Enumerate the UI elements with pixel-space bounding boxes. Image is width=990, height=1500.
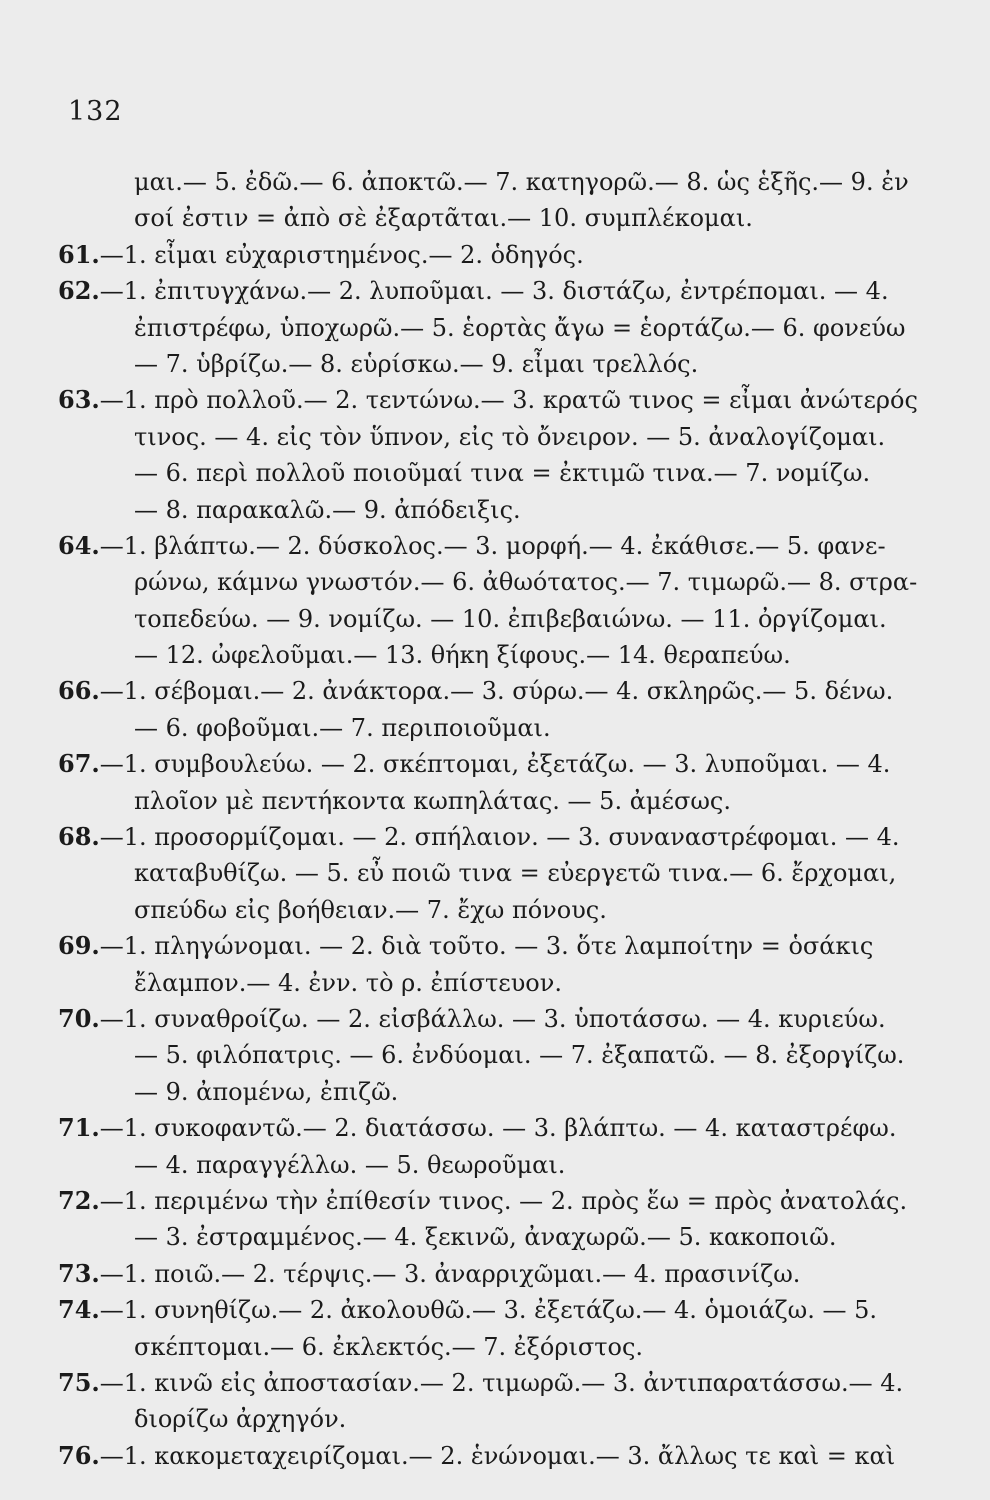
text-line bbox=[58, 273, 938, 309]
entry-number: 67. bbox=[58, 749, 100, 779]
text-line bbox=[58, 1256, 938, 1292]
entry-number: 64. bbox=[58, 530, 100, 560]
text-line bbox=[58, 382, 938, 418]
line-text: ἐπιστρέφω, ὑποχωρῶ.— 5. ἑορτὰς ἄγω = ἑορτάζω.— 6. φονεύω bbox=[134, 313, 906, 342]
entry-number: 66. bbox=[58, 676, 100, 706]
line-text: —1. ποιῶ.— 2. τέρψις.— 3. ἀναρριχῶμαι.— 4. πρασινίζω. bbox=[99, 1259, 801, 1288]
line-text: — 6. περὶ πολλοῦ ποιοῦμαί τινα = ἐκτιμῶ τινα.— 7. νομίζω. bbox=[134, 459, 871, 488]
text-line bbox=[58, 1147, 938, 1183]
text-line bbox=[58, 1074, 938, 1110]
text-line bbox=[58, 455, 938, 491]
text-line bbox=[58, 892, 938, 928]
text-line bbox=[58, 1401, 938, 1437]
glossary-entry bbox=[58, 528, 938, 674]
line-text: —1. κακομεταχειρίζομαι.— 2. ἑνώνομαι.— 3. ἄλλως τε καὶ = καὶ bbox=[99, 1441, 896, 1470]
text-line bbox=[58, 528, 938, 564]
text-line bbox=[58, 164, 938, 200]
line-text: μαι.— 5. ἐδῶ.— 6. ἀποκτῶ.— 7. κατηγορῶ.— 8. ὡς ἑξῆς.— 9. ἐν bbox=[134, 168, 909, 196]
text-line bbox=[58, 819, 938, 855]
line-text: —1. σέβομαι.— 2. ἀνάκτορα.— 3. σύρω.— 4. σκληρῶς.— 5. δένω. bbox=[99, 677, 894, 706]
line-text: —1. συνηθίζω.— 2. ἀκολουθῶ.— 3. ἐξετάζω.— 4. ὁμοιάζω. — 5. bbox=[99, 1296, 878, 1325]
line-text: σκέπτομαι.— 6. ἐκλεκτός.— 7. ἐξόριστος. bbox=[134, 1332, 644, 1361]
glossary-entry bbox=[58, 1183, 938, 1256]
text-line bbox=[58, 601, 938, 637]
entry-number: 61. bbox=[58, 239, 100, 269]
glossary-entry bbox=[58, 164, 938, 237]
text-line bbox=[58, 1365, 938, 1401]
text-line bbox=[58, 492, 938, 528]
entry-number: 76. bbox=[58, 1440, 100, 1470]
text-line bbox=[58, 673, 938, 709]
entry-number: 72. bbox=[58, 1185, 100, 1215]
entry-number: 70. bbox=[58, 1003, 100, 1033]
glossary-entry bbox=[58, 273, 938, 382]
text-line bbox=[58, 1292, 938, 1328]
text-line bbox=[58, 928, 938, 964]
text-line bbox=[58, 783, 938, 819]
text-line bbox=[58, 419, 938, 455]
line-text: — 8. παρακαλῶ.— 9. ἀπόδειξις. bbox=[134, 495, 521, 524]
text-line bbox=[58, 1037, 938, 1073]
text-line bbox=[58, 965, 938, 1001]
glossary-entry bbox=[58, 1256, 938, 1292]
line-text: —1. βλάπτω.— 2. δύσκολος.— 3. μορφή.— 4. ἐκάθισε.— 5. φανε- bbox=[99, 531, 886, 560]
glossary-entry bbox=[58, 819, 938, 928]
text-line bbox=[58, 1110, 938, 1146]
entry-number: 63. bbox=[58, 385, 100, 415]
text-line bbox=[58, 237, 938, 273]
line-text: —1. συναθροίζω. — 2. εἰσβάλλω. — 3. ὑποτάσσω. — 4. κυριεύω. bbox=[99, 1004, 886, 1033]
text-line bbox=[58, 1438, 938, 1474]
line-text: —1. εἶμαι εὐχαριστημένος.— 2. ὁδηγός. bbox=[99, 240, 584, 269]
line-text: — 3. ἐστραμμένος.— 4. ξεκινῶ, ἀναχωρῶ.— 5. κακοποιῶ. bbox=[134, 1223, 837, 1252]
glossary-entry bbox=[58, 673, 938, 746]
line-text: ἔλαμπον.— 4. ἐνν. τὸ ρ. ἐπίστευον. bbox=[134, 968, 562, 997]
line-text: σοί ἐστιν = ἀπὸ σὲ ἐξαρτᾶται.— 10. συμπλέκομαι. bbox=[134, 204, 753, 233]
text-line bbox=[58, 310, 938, 346]
line-text: — 4. παραγγέλλω. — 5. θεωροῦμαι. bbox=[134, 1150, 566, 1179]
text-line bbox=[58, 746, 938, 782]
line-text: καταβυθίζω. — 5. εὖ ποιῶ τινα = εὐεργετῶ τινα.— 6. ἔρχομαι, bbox=[134, 859, 897, 888]
page-number: 132 bbox=[68, 96, 123, 127]
line-text: σπεύδω εἰς βοήθειαν.— 7. ἔχω πόνους. bbox=[134, 895, 607, 924]
line-text: —1. πρὸ πολλοῦ.— 2. τεντώνω.— 3. κρατῶ τινος = εἶμαι ἀνώτερός bbox=[99, 386, 918, 415]
line-text: — 9. ἀπομένω, ἐπιζῶ. bbox=[134, 1077, 399, 1106]
text-line bbox=[58, 200, 938, 236]
text-line bbox=[58, 1183, 938, 1219]
glossary-entry bbox=[58, 237, 938, 273]
text-line bbox=[58, 710, 938, 746]
entry-number: 69. bbox=[58, 931, 100, 961]
entry-number: 62. bbox=[58, 276, 100, 306]
glossary-text bbox=[58, 164, 938, 1474]
glossary-entry bbox=[58, 1001, 938, 1110]
line-text: — 5. φιλόπατρις. — 6. ἐνδύομαι. — 7. ἐξαπατῶ. — 8. ἐξοργίζω. bbox=[134, 1041, 905, 1070]
entry-number: 74. bbox=[58, 1295, 100, 1325]
line-text: πλοῖον μὲ πεντήκοντα κωπηλάτας. — 5. ἀμέσως. bbox=[134, 786, 731, 815]
text-line bbox=[58, 1001, 938, 1037]
line-text: διορίζω ἀρχηγόν. bbox=[134, 1405, 347, 1434]
line-text: τινος. — 4. εἰς τὸν ὕπνον, εἰς τὸ ὄνειρον. — 5. ἀναλογίζομαι. bbox=[134, 422, 886, 451]
line-text: —1. συκοφαντῶ.— 2. διατάσσω. — 3. βλάπτω. — 4. καταστρέφω. bbox=[99, 1114, 897, 1143]
line-text: —1. ἐπιτυγχάνω.— 2. λυποῦμαι. — 3. διστάζω, ἐντρέπομαι. — 4. bbox=[99, 277, 889, 306]
text-line bbox=[58, 637, 938, 673]
glossary-entry bbox=[58, 1438, 938, 1474]
glossary-entry bbox=[58, 746, 938, 819]
entry-number: 68. bbox=[58, 822, 100, 852]
line-text: —1. πληγώνομαι. — 2. διὰ τοῦτο. — 3. ὅτε λαμποίτην = ὁσάκις bbox=[99, 932, 874, 961]
entry-number: 71. bbox=[58, 1113, 100, 1143]
line-text: — 12. ὠφελοῦμαι.— 13. θήκη ξίφους.— 14. θεραπεύω. bbox=[134, 641, 791, 670]
line-text: —1. συμβουλεύω. — 2. σκέπτομαι, ἐξετάζω. — 3. λυποῦμαι. — 4. bbox=[99, 750, 891, 779]
glossary-entry bbox=[58, 1110, 938, 1183]
line-text: —1. κινῶ εἰς ἀποστασίαν.— 2. τιμωρῶ.— 3. ἀντιπαρατάσσω.— 4. bbox=[99, 1368, 904, 1397]
text-line bbox=[58, 1219, 938, 1255]
text-line bbox=[58, 564, 938, 600]
line-text: τοπεδεύω. — 9. νομίζω. — 10. ἐπιβεβαιώνω. — 11. ὀργίζομαι. bbox=[134, 604, 887, 633]
glossary-entry bbox=[58, 1292, 938, 1365]
line-text: — 7. ὑβρίζω.— 8. εὑρίσκω.— 9. εἶμαι τρελλός. bbox=[134, 349, 699, 378]
text-line bbox=[58, 1329, 938, 1365]
text-line bbox=[58, 855, 938, 891]
line-text: — 6. φοβοῦμαι.— 7. περιποιοῦμαι. bbox=[134, 713, 551, 742]
glossary-entry bbox=[58, 928, 938, 1001]
entry-number: 73. bbox=[58, 1258, 100, 1288]
line-text: —1. περιμένω τὴν ἐπίθεσίν τινος. — 2. πρὸς ἕω = πρὸς ἀνατολάς. bbox=[99, 1186, 908, 1215]
entry-number: 75. bbox=[58, 1367, 100, 1397]
line-text: —1. προσορμίζομαι. — 2. σπήλαιον. — 3. συναναστρέφομαι. — 4. bbox=[99, 823, 900, 852]
line-text: ρώνω, κάμνω γνωστόν.— 6. ἀθωότατος.— 7. τιμωρῶ.— 8. στρα- bbox=[134, 568, 918, 597]
glossary-entry bbox=[58, 382, 938, 528]
text-line bbox=[58, 346, 938, 382]
glossary-entry bbox=[58, 1365, 938, 1438]
